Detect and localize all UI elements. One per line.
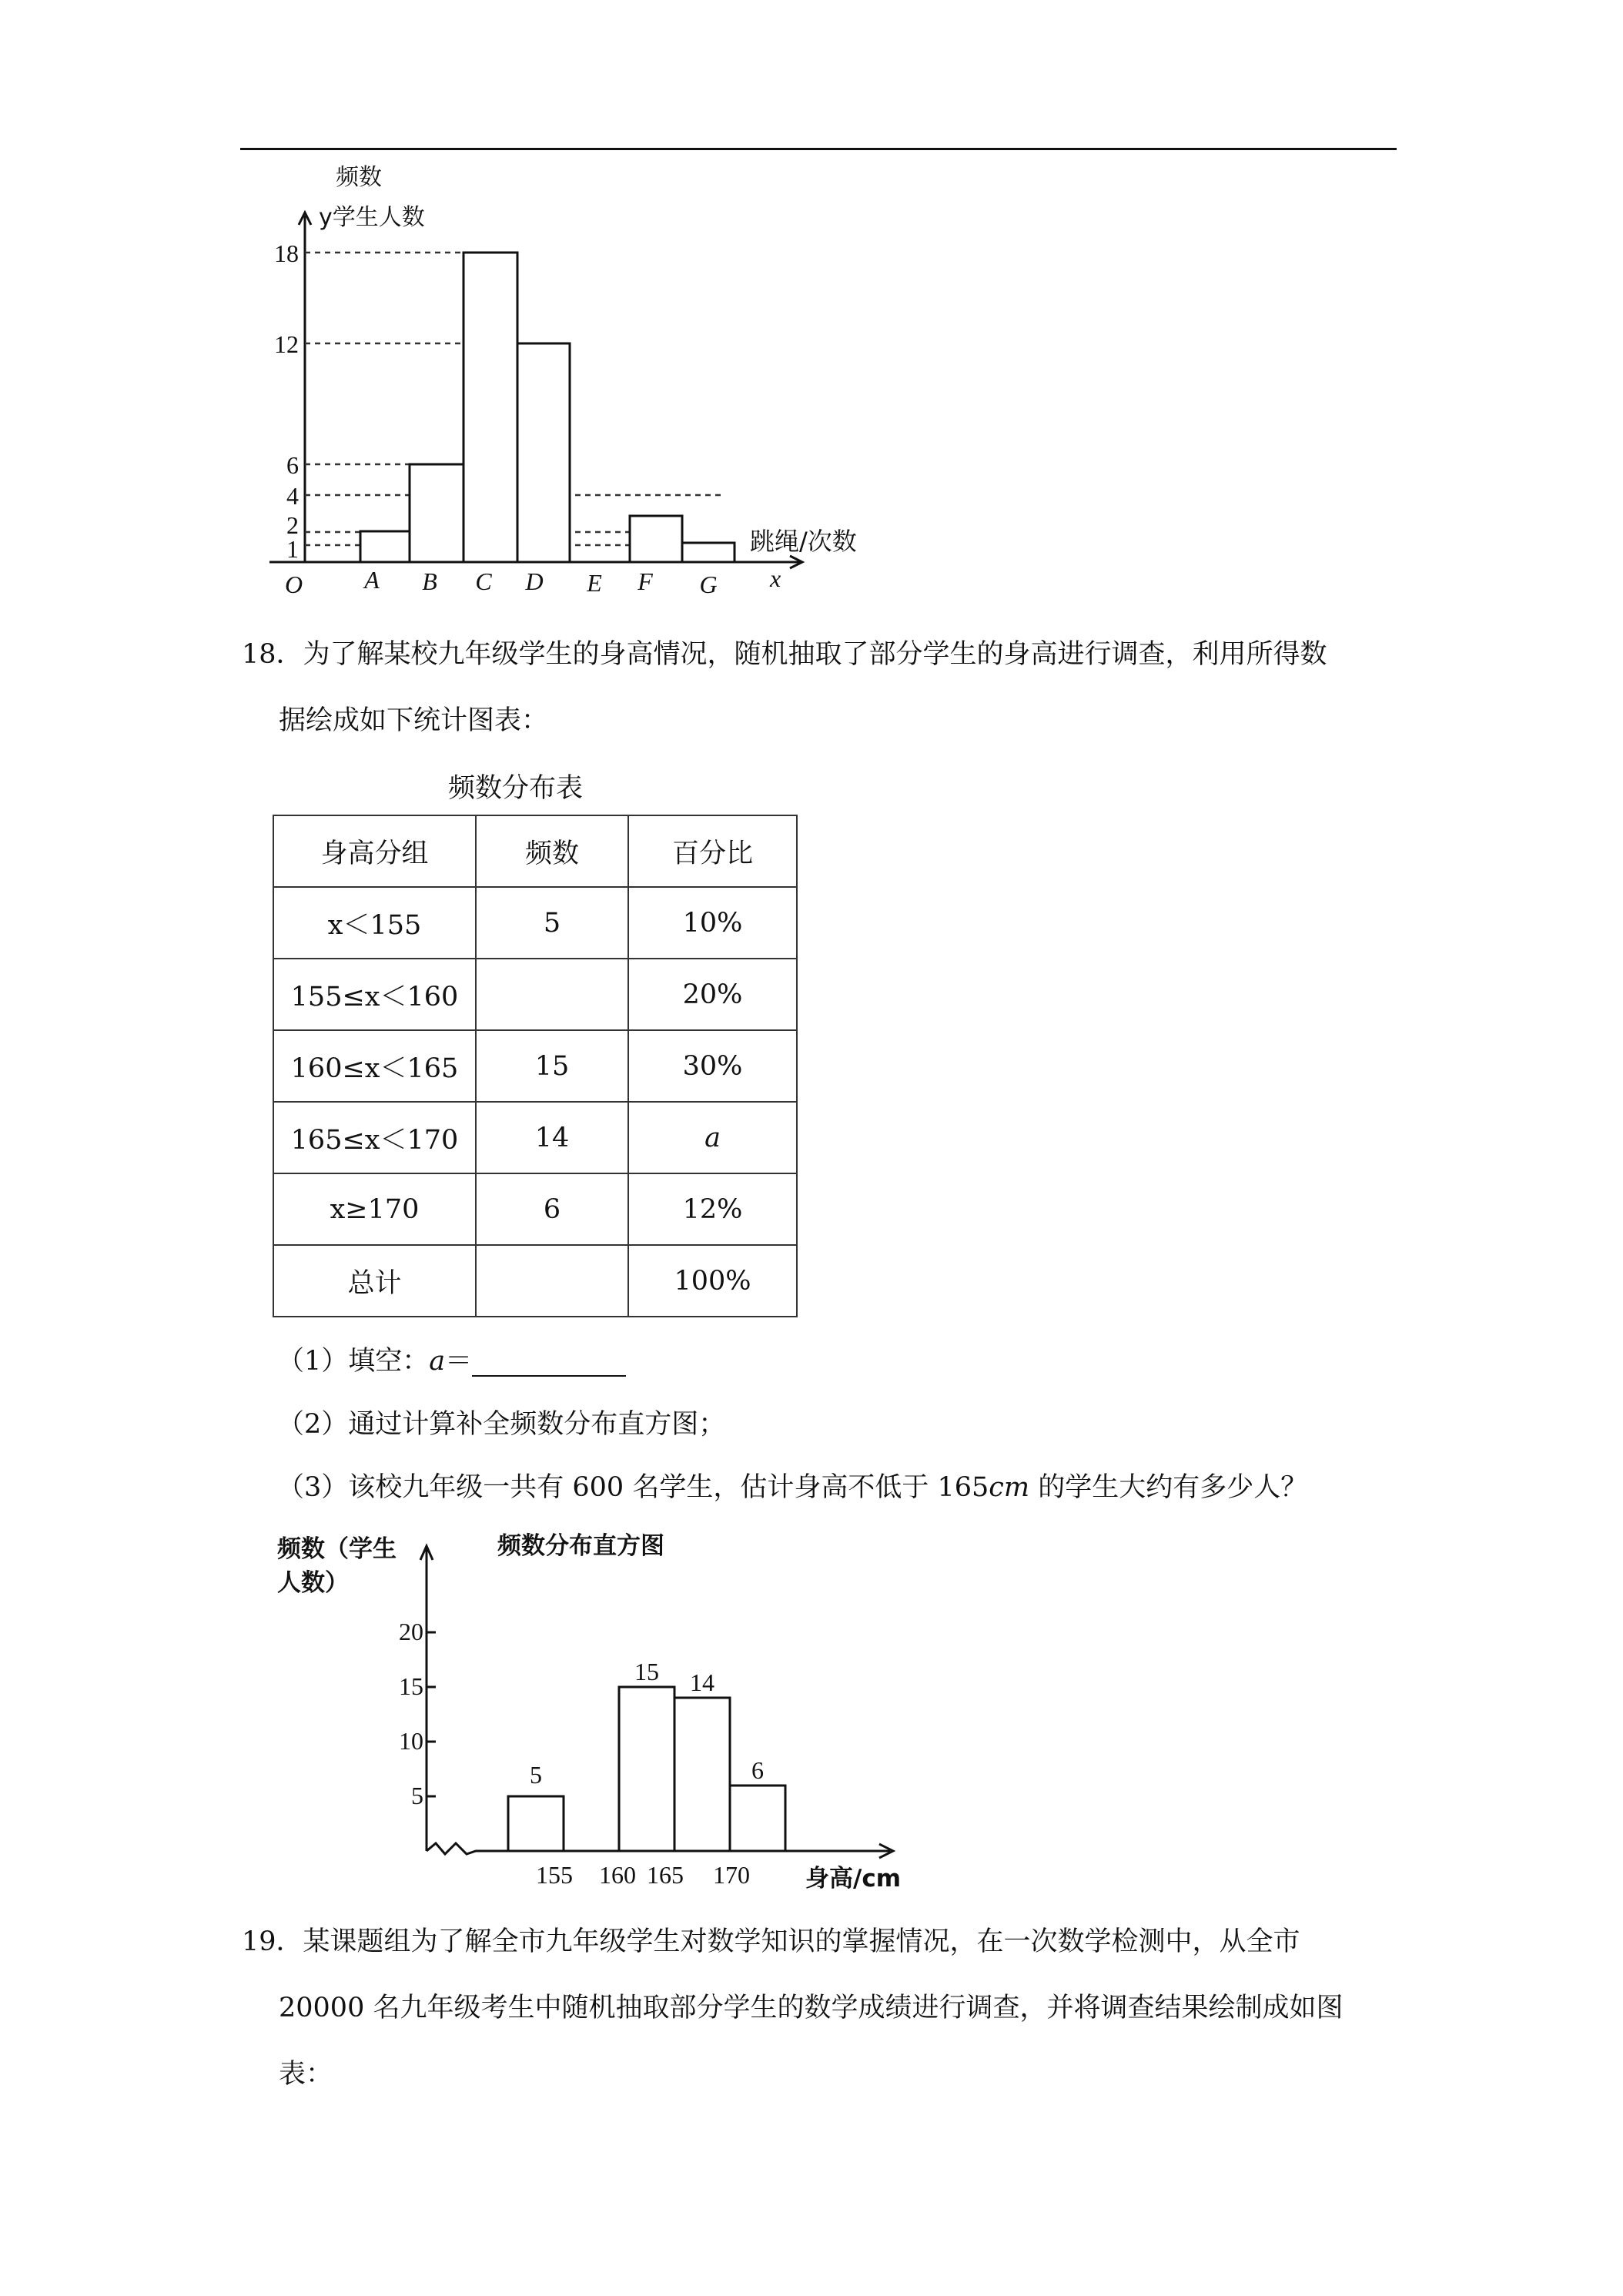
x-tick-170: 170 [713, 1861, 750, 1889]
answer-blank[interactable] [472, 1350, 626, 1377]
bar-c [463, 253, 517, 562]
table-row [273, 1102, 797, 1173]
bar-b [410, 464, 463, 562]
sub1-var: a [429, 1346, 446, 1377]
bar-label-6: 6 [751, 1756, 764, 1784]
table-cell: 6 [476, 1173, 628, 1245]
x-tick-155: 155 [536, 1861, 573, 1889]
table-cell: 30% [628, 1030, 797, 1102]
bar-a [360, 531, 410, 562]
table-cell: 155≤x＜160 [273, 959, 476, 1030]
table-cell: 5 [476, 887, 628, 959]
y-title-line1: 频数 [336, 164, 382, 191]
table-cell: 100% [628, 1245, 797, 1317]
q18-line1 [242, 639, 1327, 670]
table-cell [476, 959, 628, 1030]
bar-g [682, 543, 735, 562]
table-cell: 14 [476, 1102, 628, 1173]
q18-sub3 [277, 1472, 1307, 1503]
table-row [273, 1030, 797, 1102]
bar-170-plus [730, 1786, 785, 1851]
x-tick-a: A [364, 566, 380, 594]
sub3-text-b: 的学生大约有多少人？ [1029, 1472, 1308, 1503]
table-row [273, 887, 797, 959]
q18-sub2: （2）通过计算补全频数分布直方图； [277, 1409, 726, 1440]
q19-line3: 表： [279, 2059, 333, 2090]
sub1-prefix: （1）填空： [277, 1346, 430, 1377]
q19-number: 19． [242, 1926, 303, 1957]
y-tick-1: 1 [286, 535, 299, 563]
header-cell: 身高分组 [273, 815, 476, 887]
bar-label-5: 5 [530, 1761, 542, 1789]
y-tick-10: 10 [399, 1727, 423, 1755]
y-tick-4: 4 [286, 482, 299, 510]
table-cell: 10% [628, 887, 797, 959]
table-cell: x＜155 [273, 887, 476, 959]
table-cell [476, 1245, 628, 1317]
y-tick-5: 5 [411, 1782, 423, 1809]
table-row [273, 1173, 797, 1245]
x-tick-g: G [699, 571, 718, 598]
x-tick-b: B [422, 567, 437, 595]
q18-sub1 [277, 1346, 626, 1377]
q18-line2: 据绘成如下统计图表： [279, 705, 549, 736]
y-title-line2: 人数） [277, 1569, 349, 1597]
y-title-line1: 频数（学生 [277, 1535, 397, 1563]
x-tick-c: C [475, 567, 492, 595]
table-cell: x≥170 [273, 1173, 476, 1245]
table-header-row [273, 815, 797, 887]
x-axis-letter: x [770, 564, 781, 592]
header-cell: 频数 [476, 815, 628, 887]
q19-line1 [242, 1926, 1300, 1957]
x-title: 身高/cm [805, 1865, 901, 1893]
y-tick-18: 18 [274, 239, 299, 267]
height-histogram [274, 1525, 936, 1894]
x-tick-160: 160 [599, 1861, 636, 1889]
bar-label-14: 14 [690, 1668, 714, 1696]
y-tick-12: 12 [274, 330, 299, 358]
table-cell: a [628, 1102, 797, 1173]
table-row [273, 959, 797, 1030]
q19-line2: 20000 名九年级考生中随机抽取部分学生的数学成绩进行调查，并将调查结果绘制成如图 [279, 1993, 1344, 2023]
table-title: 频数分布表 [448, 773, 584, 804]
y-tick-6: 6 [286, 451, 299, 479]
table-cell: 总计 [273, 1245, 476, 1317]
x-tick-e: E [587, 569, 602, 597]
x-title: 跳绳/次数 [750, 527, 857, 556]
x-tick-d: D [525, 567, 544, 595]
x-tick-f: F [637, 567, 653, 595]
bar-160-165 [619, 1687, 674, 1851]
header-rule [240, 148, 1397, 150]
chart-title: 频数分布直方图 [497, 1532, 664, 1560]
frequency-table [273, 815, 798, 1317]
q18-text-1: 为了解某校九年级学生的身高情况，随机抽取了部分学生的身高进行调查，利用所得数 [303, 639, 1327, 670]
sub3-unit: cm [989, 1472, 1030, 1503]
q18-number: 18． [242, 639, 303, 670]
table-cell: 20% [628, 959, 797, 1030]
sub3-text-a: （3）该校九年级一共有 600 名学生，估计身高不低于 165 [277, 1472, 989, 1503]
y-tick-15: 15 [399, 1672, 423, 1700]
table-cell: 15 [476, 1030, 628, 1102]
table-cell: 160≤x＜165 [273, 1030, 476, 1102]
x-tick-165: 165 [647, 1861, 684, 1889]
bar-f [630, 516, 682, 562]
y-tick-20: 20 [399, 1618, 423, 1645]
table-cell: 12% [628, 1173, 797, 1245]
bar-under-155 [508, 1796, 564, 1851]
y-title-line2: y学生人数 [319, 204, 425, 231]
table-cell: 165≤x＜170 [273, 1102, 476, 1173]
bar-label-15: 15 [634, 1658, 659, 1685]
bar-d [517, 343, 570, 562]
q19-text-1: 某课题组为了解全市九年级学生对数学知识的掌握情况，在一次数学检测中，从全市 [303, 1926, 1300, 1957]
jump-rope-histogram [262, 154, 893, 608]
y-tick-2: 2 [286, 511, 299, 539]
origin-label: O [285, 571, 303, 598]
header-cell: 百分比 [628, 815, 797, 887]
table-row [273, 1245, 797, 1317]
bar-165-170 [674, 1698, 730, 1851]
sub1-eq: ＝ [445, 1346, 473, 1377]
